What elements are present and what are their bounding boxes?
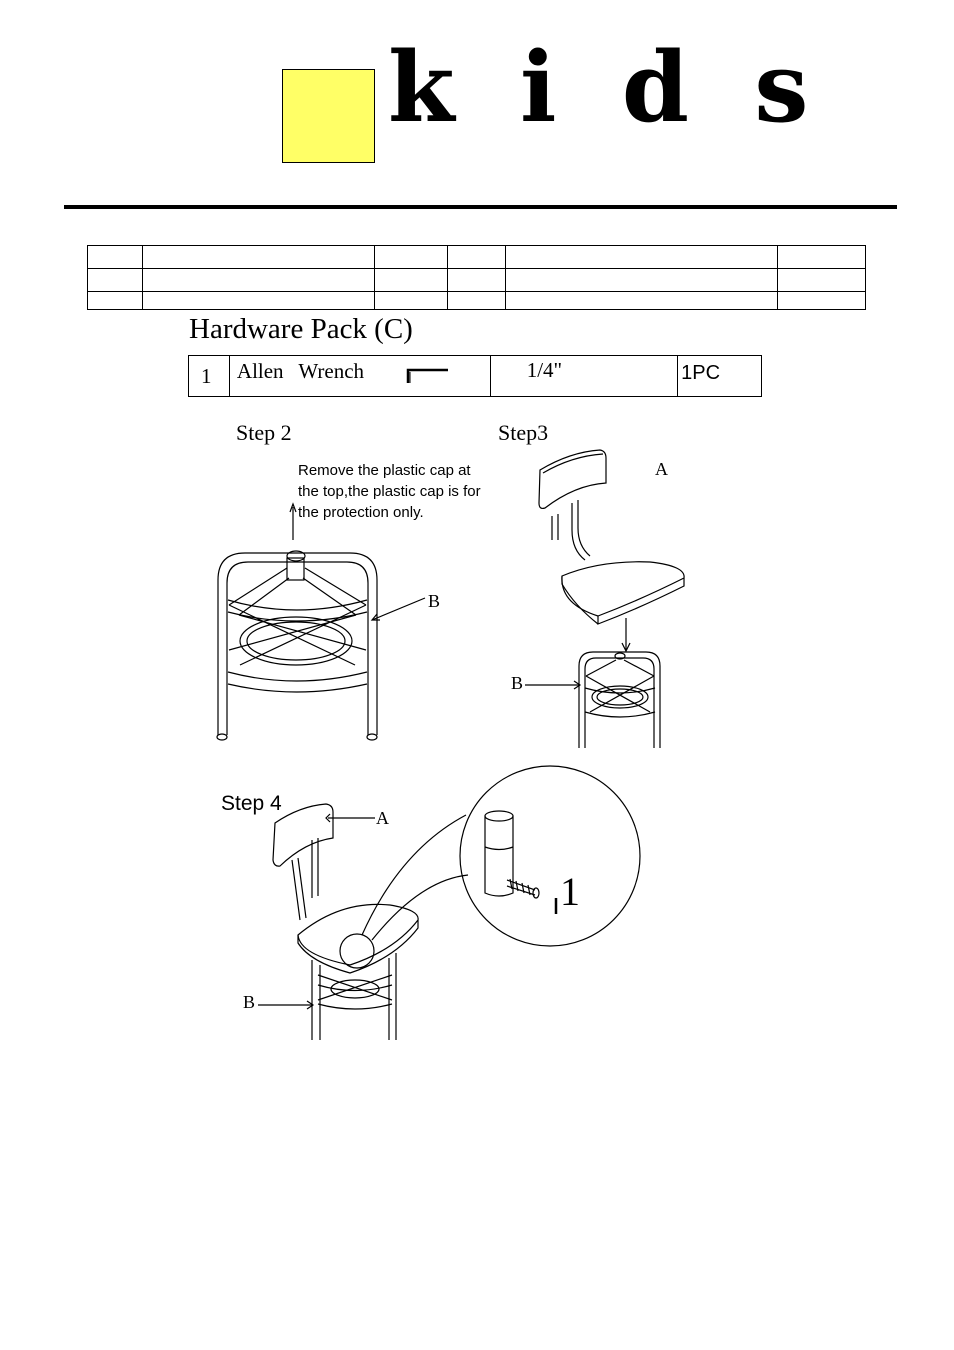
hardware-item-name: Allen Wrench bbox=[236, 359, 365, 383]
hardware-pack-title: Hardware Pack (C) bbox=[189, 313, 413, 345]
step3-label: Step3 bbox=[498, 420, 549, 445]
note-line: the top,the plastic cap is for bbox=[298, 483, 481, 500]
step4-detail-circle-drawing bbox=[460, 766, 640, 946]
step4-callout-a: A bbox=[376, 808, 389, 828]
logo-text: k i d s bbox=[388, 31, 825, 144]
step4-assembled-chair-drawing bbox=[258, 804, 468, 1040]
step2-chair-base-drawing bbox=[217, 504, 425, 740]
step3-callout-a: A bbox=[655, 459, 668, 479]
step4-detail-number: 1 bbox=[560, 869, 580, 914]
step2-label: Step 2 bbox=[236, 420, 292, 445]
note-line: Remove the plastic cap at bbox=[298, 462, 471, 479]
note-line: the protection only. bbox=[298, 504, 424, 521]
step3-seat-drawing bbox=[539, 450, 684, 651]
step3-base-drawing bbox=[525, 652, 660, 748]
step4-label: Step 4 bbox=[221, 792, 282, 815]
step3-callout-b: B bbox=[511, 673, 524, 693]
step4-callout-b: B bbox=[243, 992, 256, 1012]
step2-callout-b: B bbox=[428, 591, 441, 611]
hardware-item-size: 1/4" bbox=[490, 356, 677, 397]
hardware-item-number: 1 bbox=[189, 356, 230, 397]
hardware-item-quantity: 1PC bbox=[678, 356, 762, 397]
